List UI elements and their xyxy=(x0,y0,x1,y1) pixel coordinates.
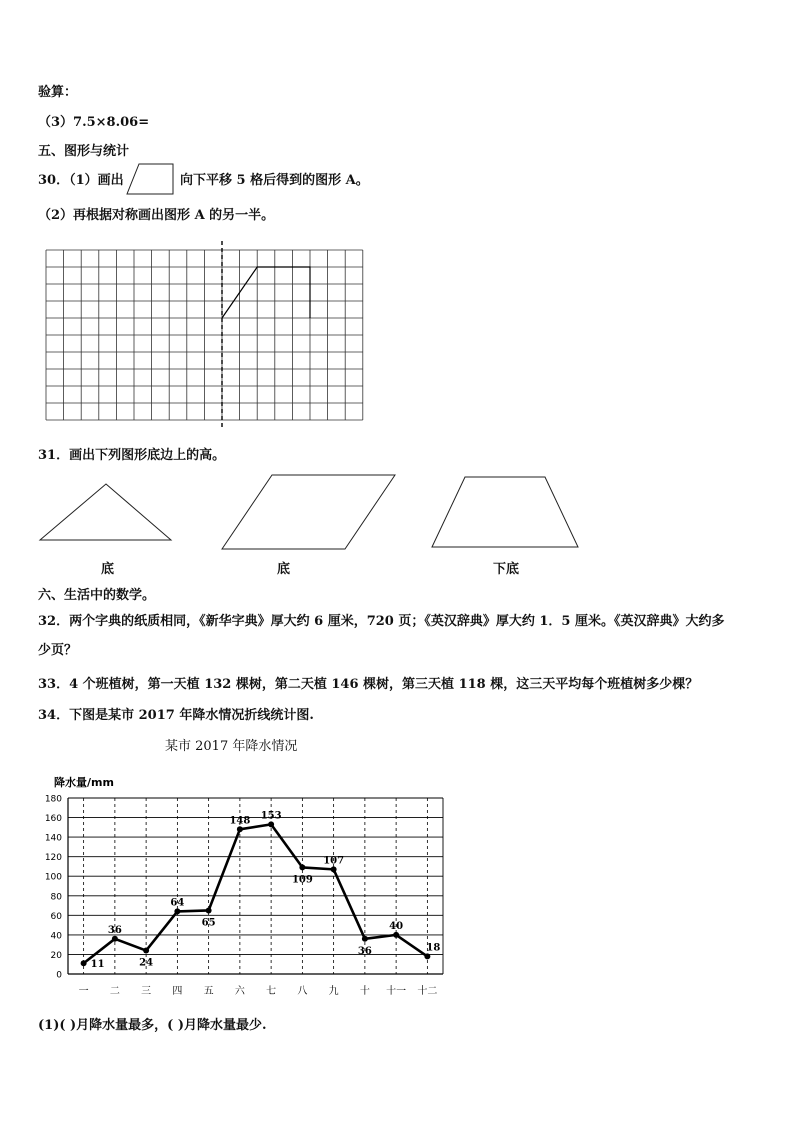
data-point xyxy=(393,932,399,938)
x-tick-label: 十一 xyxy=(386,986,407,997)
calc-3: （3）7.5×8.06= xyxy=(38,115,150,130)
data-label: 40 xyxy=(389,920,404,932)
q30-part1-prefix: 30．（1）画出 xyxy=(38,173,124,188)
chart-title: 某市 2017 年降水情况 xyxy=(165,739,298,754)
data-label: 36 xyxy=(357,945,372,957)
data-label: 148 xyxy=(229,815,251,827)
y-axis-label: 降水量/mm xyxy=(54,776,114,789)
y-tick-label: 40 xyxy=(50,931,62,942)
x-tick-label: 三 xyxy=(141,986,152,997)
data-point xyxy=(81,960,87,966)
data-point xyxy=(112,936,118,942)
data-point xyxy=(237,826,243,832)
y-tick-label: 100 xyxy=(44,872,62,883)
x-tick-label: 四 xyxy=(172,986,183,997)
triangle-figure xyxy=(38,482,174,544)
data-point xyxy=(268,821,274,827)
series-line xyxy=(84,824,428,963)
q33: 33．4 个班植树，第一天植 132 棵树，第二天植 146 棵树，第三天植 118 棵，这三天平均每个班植树多少棵？ xyxy=(38,677,699,692)
y-tick-label: 160 xyxy=(44,814,62,825)
data-point xyxy=(424,953,430,959)
half-figure xyxy=(222,267,310,318)
data-label: 65 xyxy=(201,917,216,929)
y-tick-label: 0 xyxy=(56,970,62,981)
parallelogram-base-label: 底 xyxy=(277,562,291,577)
x-tick-label: 十二 xyxy=(417,986,438,997)
data-label: 109 xyxy=(291,874,313,886)
y-tick-label: 80 xyxy=(50,892,62,903)
graph-paper-grid xyxy=(45,241,367,421)
trapezoid-figure xyxy=(430,475,582,551)
rainfall-line-chart xyxy=(30,772,460,1002)
y-tick-label: 60 xyxy=(50,911,62,922)
verify-label: 验算： xyxy=(38,85,78,100)
small-parallelogram-figure xyxy=(125,162,177,196)
x-tick-label: 十 xyxy=(359,986,370,997)
data-label: 64 xyxy=(170,897,185,909)
q34: 34．下图是某市 2017 年降水情况折线统计图. xyxy=(38,708,314,723)
data-label: 11 xyxy=(90,959,105,971)
x-tick-label: 二 xyxy=(109,986,120,997)
parallelogram-figure xyxy=(220,473,398,553)
data-point xyxy=(331,866,337,872)
y-tick-label: 180 xyxy=(44,794,62,805)
x-tick-label: 五 xyxy=(203,986,214,997)
y-tick-label: 20 xyxy=(50,950,62,961)
q32-line1: 32．两个字典的纸质相同，《新华字典》厚大约 6 厘米，720 页；《英汉辞典》厚大约 1．5 厘米。《英汉辞典》大约多 xyxy=(38,614,725,629)
q30-part1-suffix: 向下平移 5 格后得到的图形 A。 xyxy=(180,173,369,188)
triangle-base-label: 底 xyxy=(101,562,115,577)
data-point xyxy=(299,864,305,870)
q34-part1: (1)( )月降水量最多，( )月降水量最少. xyxy=(38,1018,267,1033)
x-tick-label: 八 xyxy=(297,986,308,997)
data-label: 153 xyxy=(260,810,282,822)
trapezoid-base-label: 下底 xyxy=(493,562,520,577)
section-5-heading: 五、图形与统计 xyxy=(38,144,130,159)
data-point xyxy=(206,907,212,913)
data-point xyxy=(362,936,368,942)
x-tick-label: 六 xyxy=(234,986,245,997)
data-label: 24 xyxy=(139,957,154,969)
x-tick-label: 一 xyxy=(78,986,89,997)
section-6-heading: 六、生活中的数学。 xyxy=(38,588,156,603)
q32-line2: 少页？ xyxy=(38,643,78,658)
y-tick-label: 120 xyxy=(44,853,62,864)
data-point xyxy=(143,948,149,954)
data-point xyxy=(174,908,180,914)
data-label: 36 xyxy=(107,924,122,936)
x-tick-label: 七 xyxy=(266,986,277,997)
data-label: 18 xyxy=(426,942,441,954)
q30-part2: （2）再根据对称画出图形 A 的另一半。 xyxy=(38,208,275,223)
y-tick-label: 140 xyxy=(44,833,62,844)
data-label: 107 xyxy=(323,855,345,867)
q31: 31．画出下列图形底边上的高。 xyxy=(38,448,226,463)
x-tick-label: 九 xyxy=(328,986,339,997)
